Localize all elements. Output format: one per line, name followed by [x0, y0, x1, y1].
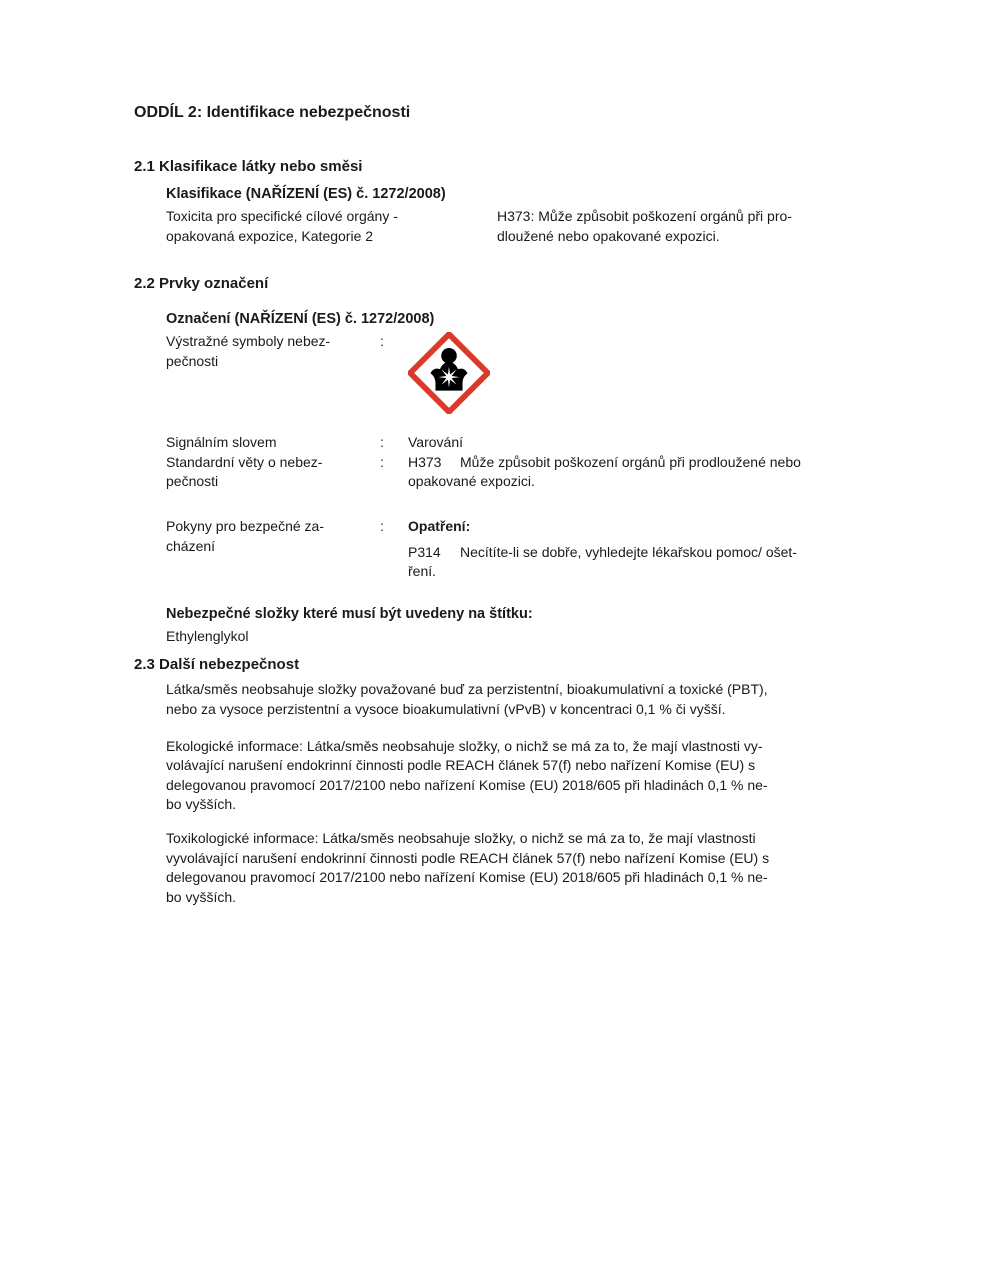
- text-line: delegovanou pravomocí 2017/2100 nebo nařízení Komise (EU) 2018/605 při hladinách 0,1 % ne-: [166, 869, 768, 886]
- pictogram-label: [166, 332, 380, 371]
- text-line: [408, 453, 879, 473]
- text-line: Signálním slovem: [166, 434, 277, 451]
- text-line: [408, 543, 879, 563]
- text-line: Látka/směs neobsahuje složky považované buď za perzistentní, bioakumulativní a toxické (PBT),: [166, 681, 768, 698]
- heading-2-3: 2.3 Další nebezpečnost: [134, 656, 300, 674]
- colon-separator: :: [380, 333, 384, 350]
- text-line: opakovaná expozice, Kategorie 2: [166, 227, 374, 244]
- hazard-statements-label: [166, 453, 380, 492]
- text-line: volávající narušení endokrinní činnosti podle REACH článek 57(f) nebo nařízení Komise (EU) s: [166, 757, 756, 774]
- signal-word-row: [166, 433, 879, 453]
- classification-statement: [497, 207, 879, 246]
- ghs08-health-hazard-pictogram: [408, 332, 490, 414]
- text-line: vyvolávající narušení endokrinní činnosti podle REACH článek 57(f) nebo nařízení Komise (EU) s: [166, 849, 770, 866]
- hazard-components-heading: Nebezpečné složky které musí být uvedeny na štítku:: [166, 605, 533, 622]
- colon-separator: :: [380, 453, 384, 470]
- hazard-code: H373: [408, 453, 442, 470]
- text-line: bo vyšších.: [166, 888, 237, 905]
- paragraph-ecological: [166, 737, 879, 815]
- text-line: cházení: [166, 537, 216, 554]
- text-line: Ekologické informace: Látka/směs neobsahuje složky, o nichž se má za to, že mají vlastnosti vy-: [166, 737, 763, 754]
- colon-separator: :: [380, 434, 384, 451]
- silhouette-head: [441, 348, 457, 364]
- text-line: Toxikologické informace: Látka/směs neobsahuje složky, o nichž se má za to, že mají vlastnosti: [166, 829, 756, 846]
- classification-row: [166, 207, 879, 246]
- classification-subheading: Klasifikace (NAŘÍZENÍ (ES) č. 1272/2008): [166, 186, 446, 202]
- section-2-2-body: [166, 309, 879, 646]
- hazard-component-name: Ethylenglykol: [166, 627, 249, 644]
- text-line: nebo za vysoce perzistentní a vysoce bioakumulativní (vPvB) v koncentraci 0,1 % či vyšší.: [166, 700, 726, 717]
- classification-category: [166, 207, 497, 246]
- precautionary-code: P314: [408, 543, 441, 560]
- precautionary-text: Necítíte-li se dobře, vyhledejte lékařskou pomoc/ ošet-: [460, 543, 797, 560]
- text-line: pečnosti: [166, 473, 219, 490]
- signal-word-value: Varování: [408, 434, 463, 451]
- signal-word-label: [166, 433, 380, 453]
- text-line: Pokyny pro bezpečné za-: [166, 517, 324, 534]
- text-line: Standardní věty o nebez-: [166, 453, 323, 470]
- hazard-statements-row: [166, 453, 879, 492]
- text-line: delegovanou pravomocí 2017/2100 nebo nařízení Komise (EU) 2018/605 při hladinách 0,1 % ne-: [166, 776, 768, 793]
- hazard-pictogram-row: [166, 332, 879, 414]
- precautionary-label: [166, 517, 380, 556]
- section-2-title: ODDÍL 2: Identifikace nebezpečnosti: [134, 104, 411, 121]
- text-line: bo vyšších.: [166, 796, 237, 813]
- text-line: dloužené nebo opakované expozici.: [497, 227, 720, 244]
- colon-separator: :: [380, 517, 384, 534]
- chest-starburst: [438, 367, 459, 388]
- paragraph-toxicological: [166, 829, 879, 907]
- text-line: H373: Může způsobit poškození orgánů při pro-: [497, 208, 792, 224]
- measures-heading: Opatření:: [408, 517, 471, 534]
- heading-2-2: 2.2 Prvky označení: [134, 275, 269, 293]
- section-2-1-body: [166, 184, 879, 246]
- text-line: Toxicita pro specifické cílové orgány -: [166, 208, 398, 224]
- text-line: ření.: [408, 563, 437, 580]
- text-line: pečnosti: [166, 352, 219, 369]
- precautionary-value: [408, 517, 879, 582]
- text-line: Výstražné symboly nebez-: [166, 333, 331, 350]
- precautionary-row: [166, 517, 879, 582]
- text-line: opakované expozici.: [408, 473, 535, 490]
- hazard-statements-value: [408, 453, 879, 492]
- heading-2-1: 2.1 Klasifikace látky nebo směsi: [134, 158, 363, 175]
- labelling-subheading: Označení (NAŘÍZENÍ (ES) č. 1272/2008): [166, 311, 435, 328]
- pictogram-cell: [408, 332, 879, 414]
- hazard-text: Může způsobit poškození orgánů při prodloužené nebo: [460, 453, 801, 470]
- section-2-3-body: [166, 680, 879, 907]
- paragraph-pbt: [166, 680, 879, 719]
